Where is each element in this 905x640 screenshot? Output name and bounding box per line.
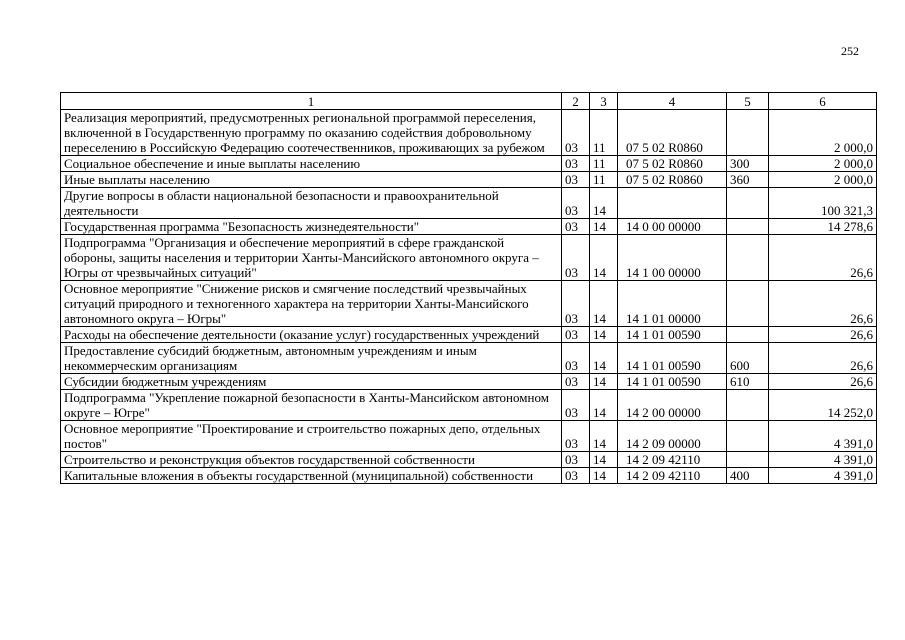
table-row [61,421,877,452]
row-amount: 26,6 [769,281,877,327]
row-subsection: 14 [590,219,618,235]
row-subsection: 14 [590,281,618,327]
row-section: 03 [562,110,590,156]
table-row [61,188,877,219]
row-amount: 26,6 [769,327,877,343]
row-expense: 300 [727,156,769,172]
row-subsection: 11 [590,156,618,172]
table-row [61,110,877,156]
row-section: 03 [562,374,590,390]
row-subsection: 14 [590,188,618,219]
row-subsection: 14 [590,468,618,484]
row-expense: 600 [727,343,769,374]
table-header-row [61,93,877,110]
budget-table [60,92,877,484]
row-amount: 100 321,3 [769,188,877,219]
table-row [61,390,877,421]
header-col-section: 2 [562,93,590,110]
row-name: Подпрограмма "Организация и обеспечение мероприятий в сфере гражданской обороны, защиты населения и территории Ханты-Мансийского автономного округа – Югры от чрезвычайных ситуаций" [61,235,562,281]
header-col-subsection: 3 [590,93,618,110]
row-subsection: 14 [590,421,618,452]
table-row [61,327,877,343]
row-section: 03 [562,327,590,343]
row-name: Основное мероприятие "Проектирование и строительство пожарных депо, отдельных постов" [61,421,562,452]
table-row [61,343,877,374]
table-row [61,156,877,172]
table-row [61,452,877,468]
row-target: 14 2 00 00000 [618,390,727,421]
row-section: 03 [562,188,590,219]
row-expense: 400 [727,468,769,484]
row-section: 03 [562,390,590,421]
row-name: Подпрограмма "Укрепление пожарной безопасности в Ханты-Мансийском автономном округе – Югре" [61,390,562,421]
row-name: Строительство и реконструкция объектов государственной собственности [61,452,562,468]
row-subsection: 11 [590,110,618,156]
row-target: 14 1 00 00000 [618,235,727,281]
row-subsection: 14 [590,235,618,281]
header-col-name: 1 [61,93,562,110]
row-expense: 610 [727,374,769,390]
row-name: Расходы на обеспечение деятельности (оказание услуг) государственных учреждений [61,327,562,343]
row-subsection: 14 [590,390,618,421]
row-amount: 14 252,0 [769,390,877,421]
table-row [61,374,877,390]
row-name: Капитальные вложения в объекты государственной (муниципальной) собственности [61,468,562,484]
table-row [61,468,877,484]
row-amount: 4 391,0 [769,468,877,484]
row-target: 07 5 02 R0860 [618,172,727,188]
row-section: 03 [562,343,590,374]
row-target: 14 1 01 00590 [618,327,727,343]
row-expense [727,390,769,421]
table-row [61,172,877,188]
row-target: 14 2 09 42110 [618,468,727,484]
row-section: 03 [562,468,590,484]
row-expense [727,235,769,281]
row-expense [727,281,769,327]
row-name: Иные выплаты населению [61,172,562,188]
row-section: 03 [562,235,590,281]
row-expense [727,452,769,468]
row-subsection: 14 [590,327,618,343]
row-target: 14 1 01 00590 [618,374,727,390]
row-target: 07 5 02 R0860 [618,110,727,156]
row-amount: 26,6 [769,343,877,374]
row-expense [727,421,769,452]
row-amount: 2 000,0 [769,110,877,156]
page-number: 252 [841,44,859,58]
row-name: Субсидии бюджетным учреждениям [61,374,562,390]
row-target: 14 0 00 00000 [618,219,727,235]
row-amount: 4 391,0 [769,421,877,452]
row-section: 03 [562,156,590,172]
header-col-expense: 5 [727,93,769,110]
row-amount: 4 391,0 [769,452,877,468]
row-section: 03 [562,172,590,188]
row-section: 03 [562,421,590,452]
row-section: 03 [562,452,590,468]
row-expense [727,327,769,343]
row-target [618,188,727,219]
row-amount: 2 000,0 [769,172,877,188]
row-amount: 14 278,6 [769,219,877,235]
row-section: 03 [562,219,590,235]
row-subsection: 14 [590,452,618,468]
row-target: 14 1 01 00000 [618,281,727,327]
header-col-target: 4 [618,93,727,110]
row-section: 03 [562,281,590,327]
row-name: Основное мероприятие "Снижение рисков и смягчение последствий чрезвычайных ситуаций природного и техногенного характера на территории Ханты-Мансийского автономного округа – Югры" [61,281,562,327]
row-name: Другие вопросы в области национальной безопасности и правоохранительной деятельности [61,188,562,219]
row-expense [727,188,769,219]
row-subsection: 11 [590,172,618,188]
table-row [61,281,877,327]
row-amount: 26,6 [769,235,877,281]
row-subsection: 14 [590,374,618,390]
row-expense: 360 [727,172,769,188]
row-subsection: 14 [590,343,618,374]
row-name: Государственная программа "Безопасность жизнедеятельности" [61,219,562,235]
row-name: Предоставление субсидий бюджетным, автономным учреждениям и иным некоммерческим организациям [61,343,562,374]
row-name: Социальное обеспечение и иные выплаты населению [61,156,562,172]
row-expense [727,110,769,156]
row-amount: 26,6 [769,374,877,390]
row-expense [727,219,769,235]
header-col-amount: 6 [769,93,877,110]
row-target: 14 1 01 00590 [618,343,727,374]
table-row [61,219,877,235]
row-target: 14 2 09 42110 [618,452,727,468]
row-target: 14 2 09 00000 [618,421,727,452]
row-name: Реализация мероприятий, предусмотренных региональной программой переселения, включенной в Государственную программу по оказанию содействия добровольному переселению в Российскую Федерацию соотечественников, проживающих за рубежом [61,110,562,156]
row-target: 07 5 02 R0860 [618,156,727,172]
table-row [61,235,877,281]
row-amount: 2 000,0 [769,156,877,172]
